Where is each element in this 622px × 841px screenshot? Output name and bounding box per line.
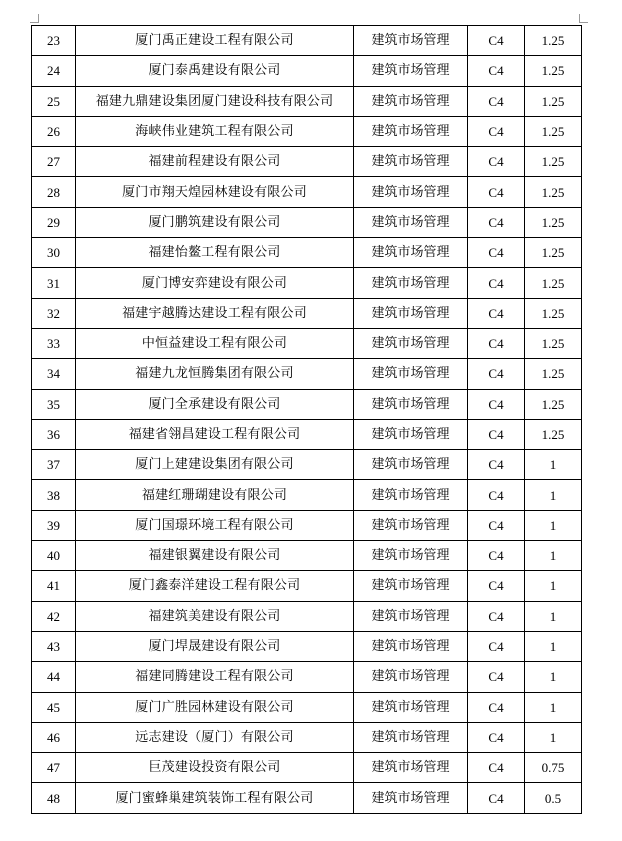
grade-cell: C4 xyxy=(468,662,525,692)
table-row xyxy=(32,480,582,510)
company-name-cell: 厦门鹏筑建设有限公司 xyxy=(76,207,354,237)
score-cell: 1 xyxy=(525,722,582,752)
table-row xyxy=(32,722,582,752)
row-number-cell: 29 xyxy=(32,207,76,237)
category-cell: 建筑市场管理 xyxy=(354,147,468,177)
row-number-cell: 24 xyxy=(32,56,76,86)
category-cell: 建筑市场管理 xyxy=(354,541,468,571)
company-name-cell: 厦门禹正建设工程有限公司 xyxy=(76,26,354,56)
table-row xyxy=(32,419,582,449)
row-number-cell: 37 xyxy=(32,450,76,480)
score-cell: 1.25 xyxy=(525,389,582,419)
grade-cell: C4 xyxy=(468,389,525,419)
row-number-cell: 25 xyxy=(32,86,76,116)
row-number-cell: 32 xyxy=(32,298,76,328)
row-number-cell: 40 xyxy=(32,541,76,571)
grade-cell: C4 xyxy=(468,238,525,268)
table-row xyxy=(32,328,582,358)
grade-cell: C4 xyxy=(468,571,525,601)
company-name-cell: 福建筑美建设有限公司 xyxy=(76,601,354,631)
score-cell: 1.25 xyxy=(525,268,582,298)
row-number-cell: 43 xyxy=(32,631,76,661)
score-cell: 1.25 xyxy=(525,177,582,207)
score-cell: 1 xyxy=(525,662,582,692)
category-cell: 建筑市场管理 xyxy=(354,722,468,752)
table-row xyxy=(32,510,582,540)
row-number-cell: 35 xyxy=(32,389,76,419)
category-cell: 建筑市场管理 xyxy=(354,238,468,268)
score-cell: 1 xyxy=(525,601,582,631)
credit-score-table xyxy=(31,25,582,814)
row-number-cell: 41 xyxy=(32,571,76,601)
company-name-cell: 福建怡鳌工程有限公司 xyxy=(76,238,354,268)
grade-cell: C4 xyxy=(468,419,525,449)
row-number-cell: 27 xyxy=(32,147,76,177)
category-cell: 建筑市场管理 xyxy=(354,631,468,661)
grade-cell: C4 xyxy=(468,298,525,328)
company-name-cell: 厦门国璟环境工程有限公司 xyxy=(76,510,354,540)
grade-cell: C4 xyxy=(468,541,525,571)
category-cell: 建筑市场管理 xyxy=(354,662,468,692)
grade-cell: C4 xyxy=(468,116,525,146)
company-name-cell: 厦门垾晟建设有限公司 xyxy=(76,631,354,661)
row-number-cell: 36 xyxy=(32,419,76,449)
table-row xyxy=(32,298,582,328)
score-cell: 1 xyxy=(525,571,582,601)
row-number-cell: 34 xyxy=(32,359,76,389)
category-cell: 建筑市场管理 xyxy=(354,86,468,116)
score-cell: 1.25 xyxy=(525,56,582,86)
company-name-cell: 厦门泰禹建设有限公司 xyxy=(76,56,354,86)
score-cell: 1.25 xyxy=(525,359,582,389)
category-cell: 建筑市场管理 xyxy=(354,480,468,510)
company-name-cell: 厦门鑫泰洋建设工程有限公司 xyxy=(76,571,354,601)
score-cell: 1 xyxy=(525,510,582,540)
company-name-cell: 福建同腾建设工程有限公司 xyxy=(76,662,354,692)
table-row xyxy=(32,541,582,571)
score-cell: 1.25 xyxy=(525,26,582,56)
company-name-cell: 福建红珊瑚建设有限公司 xyxy=(76,480,354,510)
row-number-cell: 33 xyxy=(32,328,76,358)
company-name-cell: 福建银翼建设有限公司 xyxy=(76,541,354,571)
category-cell: 建筑市场管理 xyxy=(354,389,468,419)
company-name-cell: 福建前程建设有限公司 xyxy=(76,147,354,177)
row-number-cell: 45 xyxy=(32,692,76,722)
category-cell: 建筑市场管理 xyxy=(354,510,468,540)
page-corner-mark-top-left xyxy=(30,14,39,23)
table-row xyxy=(32,389,582,419)
category-cell: 建筑市场管理 xyxy=(354,26,468,56)
row-number-cell: 38 xyxy=(32,480,76,510)
grade-cell: C4 xyxy=(468,692,525,722)
company-name-cell: 福建宇越腾达建设工程有限公司 xyxy=(76,298,354,328)
table-row xyxy=(32,177,582,207)
score-cell: 0.5 xyxy=(525,783,582,813)
category-cell: 建筑市场管理 xyxy=(354,298,468,328)
grade-cell: C4 xyxy=(468,177,525,207)
grade-cell: C4 xyxy=(468,147,525,177)
score-cell: 0.75 xyxy=(525,753,582,783)
category-cell: 建筑市场管理 xyxy=(354,328,468,358)
score-cell: 1.25 xyxy=(525,238,582,268)
grade-cell: C4 xyxy=(468,480,525,510)
grade-cell: C4 xyxy=(468,207,525,237)
row-number-cell: 42 xyxy=(32,601,76,631)
page-corner-mark-top-right xyxy=(579,14,588,23)
score-cell: 1.25 xyxy=(525,116,582,146)
company-name-cell: 远志建设（厦门）有限公司 xyxy=(76,722,354,752)
row-number-cell: 26 xyxy=(32,116,76,146)
company-name-cell: 福建省翎昌建设工程有限公司 xyxy=(76,419,354,449)
row-number-cell: 23 xyxy=(32,26,76,56)
table-row xyxy=(32,359,582,389)
row-number-cell: 47 xyxy=(32,753,76,783)
grade-cell: C4 xyxy=(468,510,525,540)
category-cell: 建筑市场管理 xyxy=(354,753,468,783)
score-cell: 1 xyxy=(525,692,582,722)
category-cell: 建筑市场管理 xyxy=(354,359,468,389)
table-row xyxy=(32,268,582,298)
table-row xyxy=(32,601,582,631)
row-number-cell: 48 xyxy=(32,783,76,813)
row-number-cell: 44 xyxy=(32,662,76,692)
category-cell: 建筑市场管理 xyxy=(354,783,468,813)
grade-cell: C4 xyxy=(468,722,525,752)
category-cell: 建筑市场管理 xyxy=(354,268,468,298)
grade-cell: C4 xyxy=(468,359,525,389)
company-name-cell: 厦门博安弈建设有限公司 xyxy=(76,268,354,298)
table-row xyxy=(32,26,582,56)
row-number-cell: 46 xyxy=(32,722,76,752)
table-body xyxy=(32,26,582,814)
score-cell: 1 xyxy=(525,480,582,510)
company-name-cell: 厦门蜜蜂巢建筑装饰工程有限公司 xyxy=(76,783,354,813)
category-cell: 建筑市场管理 xyxy=(354,450,468,480)
table-row xyxy=(32,56,582,86)
table-row xyxy=(32,753,582,783)
table-row xyxy=(32,86,582,116)
category-cell: 建筑市场管理 xyxy=(354,571,468,601)
company-name-cell: 厦门市翔天煌园林建设有限公司 xyxy=(76,177,354,207)
table-row xyxy=(32,450,582,480)
score-cell: 1.25 xyxy=(525,328,582,358)
company-name-cell: 福建九鼎建设集团厦门建设科技有限公司 xyxy=(76,86,354,116)
company-name-cell: 厦门上建建设集团有限公司 xyxy=(76,450,354,480)
category-cell: 建筑市场管理 xyxy=(354,692,468,722)
table-row xyxy=(32,631,582,661)
company-name-cell: 厦门广胜园林建设有限公司 xyxy=(76,692,354,722)
grade-cell: C4 xyxy=(468,268,525,298)
table-row xyxy=(32,571,582,601)
category-cell: 建筑市场管理 xyxy=(354,601,468,631)
grade-cell: C4 xyxy=(468,601,525,631)
row-number-cell: 39 xyxy=(32,510,76,540)
table-row xyxy=(32,238,582,268)
company-name-cell: 巨茂建设投资有限公司 xyxy=(76,753,354,783)
score-cell: 1 xyxy=(525,450,582,480)
grade-cell: C4 xyxy=(468,753,525,783)
table-row xyxy=(32,147,582,177)
score-cell: 1.25 xyxy=(525,419,582,449)
grade-cell: C4 xyxy=(468,328,525,358)
grade-cell: C4 xyxy=(468,450,525,480)
category-cell: 建筑市场管理 xyxy=(354,207,468,237)
score-cell: 1.25 xyxy=(525,298,582,328)
score-cell: 1 xyxy=(525,541,582,571)
table-row xyxy=(32,662,582,692)
company-name-cell: 海峡伟业建筑工程有限公司 xyxy=(76,116,354,146)
table-row xyxy=(32,783,582,813)
grade-cell: C4 xyxy=(468,56,525,86)
score-cell: 1 xyxy=(525,631,582,661)
company-name-cell: 中恒益建设工程有限公司 xyxy=(76,328,354,358)
table-row xyxy=(32,692,582,722)
row-number-cell: 30 xyxy=(32,238,76,268)
row-number-cell: 31 xyxy=(32,268,76,298)
company-name-cell: 厦门全承建设有限公司 xyxy=(76,389,354,419)
category-cell: 建筑市场管理 xyxy=(354,419,468,449)
company-name-cell: 福建九龙恒腾集团有限公司 xyxy=(76,359,354,389)
grade-cell: C4 xyxy=(468,86,525,116)
grade-cell: C4 xyxy=(468,26,525,56)
category-cell: 建筑市场管理 xyxy=(354,116,468,146)
grade-cell: C4 xyxy=(468,783,525,813)
table-row xyxy=(32,207,582,237)
category-cell: 建筑市场管理 xyxy=(354,177,468,207)
grade-cell: C4 xyxy=(468,631,525,661)
table-row xyxy=(32,116,582,146)
row-number-cell: 28 xyxy=(32,177,76,207)
score-cell: 1.25 xyxy=(525,86,582,116)
score-cell: 1.25 xyxy=(525,147,582,177)
score-cell: 1.25 xyxy=(525,207,582,237)
category-cell: 建筑市场管理 xyxy=(354,56,468,86)
